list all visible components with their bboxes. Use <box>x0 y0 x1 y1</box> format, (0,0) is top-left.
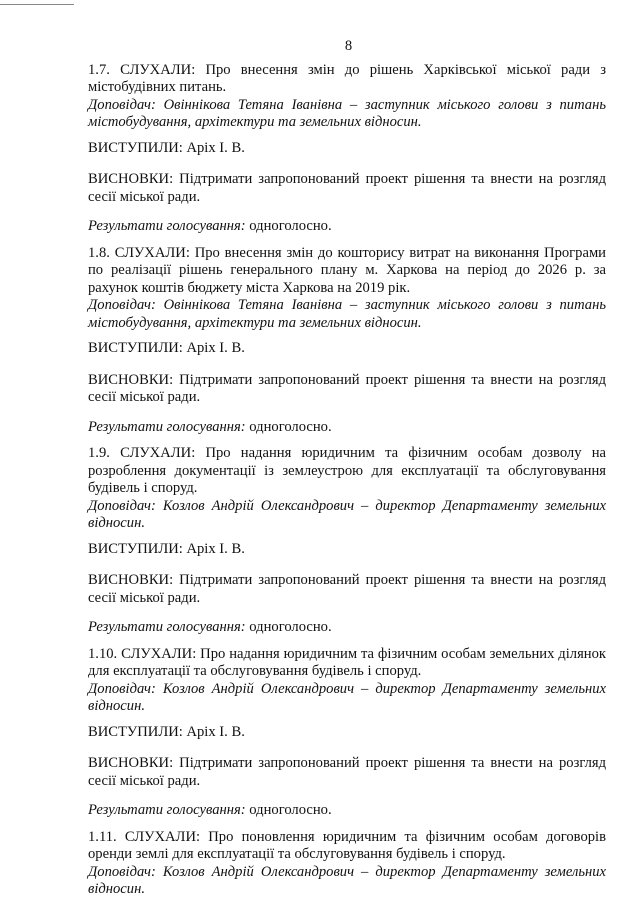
conclusions-paragraph: ВИСНОВКИ: Підтримати запропонований проект рішення та внести на розгляд сесії міської ради. <box>88 755 606 789</box>
speaker-paragraph <box>88 681 606 716</box>
spoke-line: ВИСТУПИЛИ: Аріх І. В. <box>88 723 245 740</box>
heard-paragraph <box>88 62 606 97</box>
vote-text: одноголосно. <box>245 802 332 818</box>
page-number: 8 <box>344 38 353 54</box>
speaker-paragraph <box>88 864 606 899</box>
heard-text: Про внесення змін до рішень Харківської міської ради з містобудівних питань. <box>88 61 606 95</box>
heard-label: 1.10. СЛУХАЛИ: <box>88 645 197 662</box>
vote-result <box>88 802 606 820</box>
speaker-paragraph <box>88 97 606 132</box>
agenda-item-1-11 <box>88 829 606 899</box>
speaker-paragraph <box>88 498 606 533</box>
spoke-line: ВИСТУПИЛИ: Аріх І. В. <box>88 540 245 557</box>
vote-label: Результати голосування: <box>88 218 246 234</box>
heard-paragraph <box>88 646 606 681</box>
speaker-text: Овіннікова Тетяна Іванівна – заступник міського голови з питань містобудування, архітектури та земельних відносин. <box>88 96 606 130</box>
speaker-label: Доповідач: <box>88 297 156 313</box>
heard-text: Про надання юридичним та фізичним особам земельних ділянок для експлуатації та обслуговування будівель і споруд. <box>88 645 606 679</box>
document-page <box>88 0 606 899</box>
agenda-item-1-9 <box>88 445 606 637</box>
vote-label: Результати голосування: <box>88 619 246 635</box>
agenda-item-1-8 <box>88 245 606 437</box>
agenda-item-1-7 <box>88 62 606 236</box>
heard-text: Про поновлення юридичним та фізичним особам договорів оренди землі для експлуатації та обслуговування будівель і споруд. <box>88 828 606 862</box>
conclusions-paragraph: ВИСНОВКИ: Підтримати запропонований проект рішення та внести на розгляд сесії міської ради. <box>88 171 606 205</box>
heard-text: Про внесення змін до кошторису витрат на виконання Програми по реалізації рішень генерального плану м. Харкова на період до 2026 р. за рахунок коштів бюджету міста Харкова на 2019 рік. <box>88 244 606 296</box>
speaker-label: Доповідач: <box>88 863 156 880</box>
vote-result <box>88 419 606 437</box>
vote-label: Результати голосування: <box>88 418 246 435</box>
heard-paragraph <box>88 829 606 864</box>
vote-result <box>88 619 606 637</box>
spoke-line: ВИСТУПИЛИ: Аріх І. В. <box>88 340 245 356</box>
vote-text: одноголосно. <box>245 418 332 435</box>
vote-text: одноголосно. <box>245 619 332 635</box>
speaker-label: Доповідач: <box>88 680 156 697</box>
conclusions-paragraph: ВИСНОВКИ: Підтримати запропонований проект рішення та внести на розгляд сесії міської ради. <box>88 371 606 405</box>
heard-paragraph <box>88 245 606 298</box>
scan-edge-line <box>0 4 74 5</box>
speaker-paragraph <box>88 297 606 332</box>
speaker-text: Овіннікова Тетяна Іванівна – заступник міського голови з питань містобудування, архітектури та земельних відносин. <box>88 297 606 331</box>
vote-result <box>88 218 606 236</box>
speaker-label: Доповідач: <box>88 96 156 113</box>
heard-label: 1.11. СЛУХАЛИ: <box>88 828 201 845</box>
vote-label: Результати голосування: <box>88 802 246 818</box>
speaker-text: Козлов Андрій Олександрович – директор Департаменту земельних відносин. <box>88 680 606 714</box>
heard-paragraph <box>88 445 606 498</box>
spoke-line: ВИСТУПИЛИ: Аріх І. В. <box>88 139 245 156</box>
speaker-text: Козлов Андрій Олександрович – директор Департаменту земельних відносин. <box>88 863 606 897</box>
heard-label: 1.7. СЛУХАЛИ: <box>88 61 196 78</box>
conclusions-paragraph: ВИСНОВКИ: Підтримати запропонований проект рішення та внести на розгляд сесії міської ради. <box>88 572 606 606</box>
agenda-item-1-10 <box>88 646 606 820</box>
heard-text: Про надання юридичним та фізичним особам дозволу на розроблення документації із землеустрою для експлуатації та обслуговування будівель і споруд. <box>88 445 606 496</box>
heard-label: 1.9. СЛУХАЛИ: <box>88 445 196 461</box>
speaker-label: Доповідач: <box>88 497 156 514</box>
heard-label: 1.8. СЛУХАЛИ: <box>88 244 190 261</box>
speaker-text: Козлов Андрій Олександрович – директор Департаменту земельних відносин. <box>88 497 606 531</box>
vote-text: одноголосно. <box>245 218 332 234</box>
